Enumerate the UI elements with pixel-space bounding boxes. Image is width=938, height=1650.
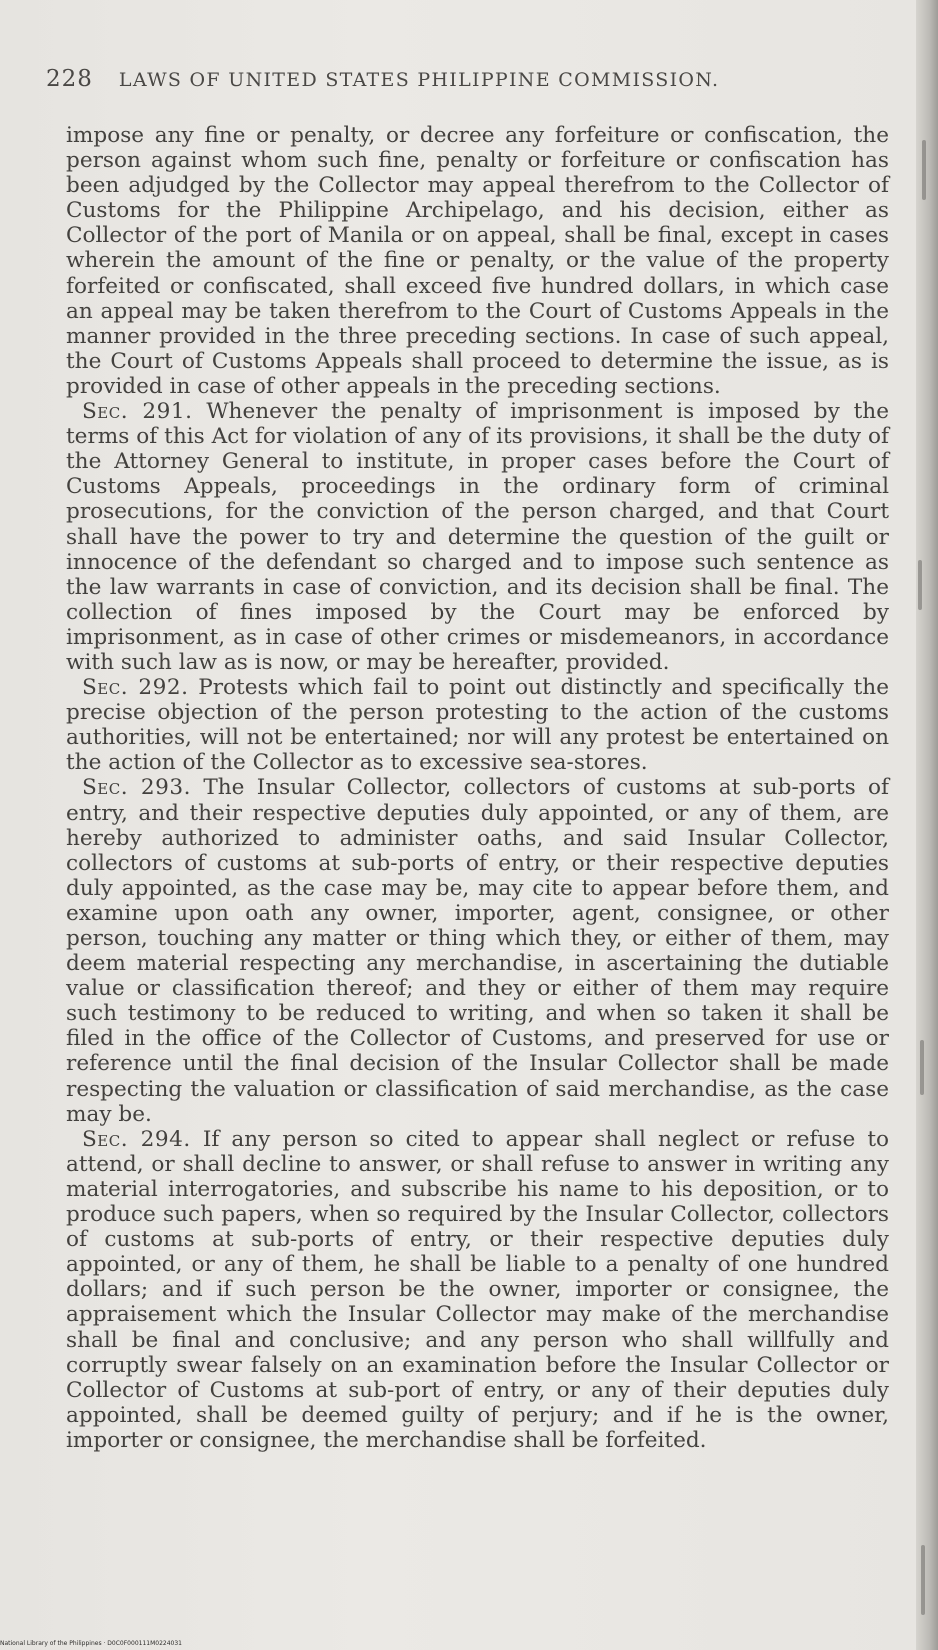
margin-mark	[922, 140, 926, 200]
paragraph-text: impose any fine or penalty, or decree any forfeiture or confiscation, the person against whom such fine, penalty or forfeiture or confiscation has been adjudged by the Collector may appeal therefrom to the Collector of Customs for the Philippine Archipelago, and his decision, either as Collector of the port of Manila or on appeal, shall be final, except in cases wherein the amount of the fine or penalty, or the value of the property forfeited or confiscated, shall exceed five hundred dollars, in which case an appeal may be taken therefrom to the Court of Customs Appeals in the manner provided in the three preceding sections. In case of such appeal, the Court of Customs Appeals shall proceed to determine the issue, as is provided in case of other appeals in the preceding sections.	[66, 123, 889, 399]
section-text: The Insular Collector, collectors of customs at sub-ports of entry, and their respective deputies duly appointed, or any of them, are hereby authorized to administer oaths, and said Insular Collector, collectors of customs at sub-ports of entry, or their respective deputies duly appointed, as the case may be, may cite to appear before them, and examine upon oath any owner, importer, agent, consignee, or other person, touching any matter or thing which they, or either of them, may deem material respecting any merchandise, in ascertaining the dutiable value or classification thereof; and they or either of them may require such testimony to be reduced to writing, and when so taken it shall be filed in the office of the Collector of Customs, and preserved for use or reference until the final decision of the Insular Collector shall be made respecting the valuation or classification of said merchandise, as the case may be.	[66, 775, 889, 1127]
page-edge-shadow	[916, 0, 938, 1650]
section-292	[66, 675, 889, 775]
section-text: If any person so cited to appear shall neglect or refuse to attend, or shall decline to answer, or shall refuse to answer in writing any material interrogatories, and subscribe his name to his deposition, or to produce such papers, when so required by the Insular Collector, collectors of customs at sub-ports of entry, or their respective deputies duly appointed, or any of them, he shall be liable to a penalty of one hundred dollars; and if such person be the owner, importer or consignee, the appraisement which the Insular Collector may make of the merchandise shall be final and conclusive; and any person who shall willfully and corruptly swear falsely on an examination before the Insular Collector or Collector of Customs at sub-port of entry, or any of their deputies duly appointed, shall be deemed guilty of perjury; and if he is the owner, importer or consignee, the merchandise shall be forfeited.	[66, 1126, 889, 1453]
margin-mark	[918, 560, 922, 610]
section-text: Protests which fail to point out distinctly and specifically the precise objection of the person protesting to the action of the customs authorities, will not be entertained; nor will any protest be entertained on the action of the Collector as to excessive sea-stores.	[66, 675, 889, 776]
running-title: LAWS OF UNITED STATES PHILIPPINE COMMISSION.	[118, 69, 720, 91]
section-label: Sec. 291.	[82, 399, 193, 425]
section-label: Sec. 294.	[82, 1126, 191, 1152]
margin-mark	[920, 1040, 924, 1095]
paragraph-continued	[66, 123, 889, 399]
running-header	[46, 66, 866, 92]
page-body	[66, 123, 889, 1453]
section-293	[66, 775, 889, 1126]
library-footer: National Library of the Philippines · D0C0F000111M0224031	[0, 1640, 182, 1647]
margin-mark	[921, 1545, 925, 1615]
section-291	[66, 399, 889, 675]
section-text: Whenever the penalty of imprisonment is imposed by the terms of this Act for violation of any of its provisions, it shall be the duty of the Attorney General to institute, in proper cases before the Court of Customs Appeals, proceedings in the ordinary form of criminal prosecutions, for the conviction of the person charged, and that Court shall have the power to try and determine the question of the guilt or innocence of the defendant so charged and to impose such sentence as the law warrants in case of conviction, and its decision shall be final. The collection of fines imposed by the Court may be enforced by imprisonment, as in case of other crimes or misdemeanors, in accordance with such law as is now, or may be hereafter, provided.	[66, 399, 889, 675]
page-number: 228	[46, 66, 93, 92]
section-294	[66, 1127, 889, 1453]
section-label: Sec. 293.	[82, 775, 191, 801]
section-label: Sec. 292.	[82, 675, 189, 701]
